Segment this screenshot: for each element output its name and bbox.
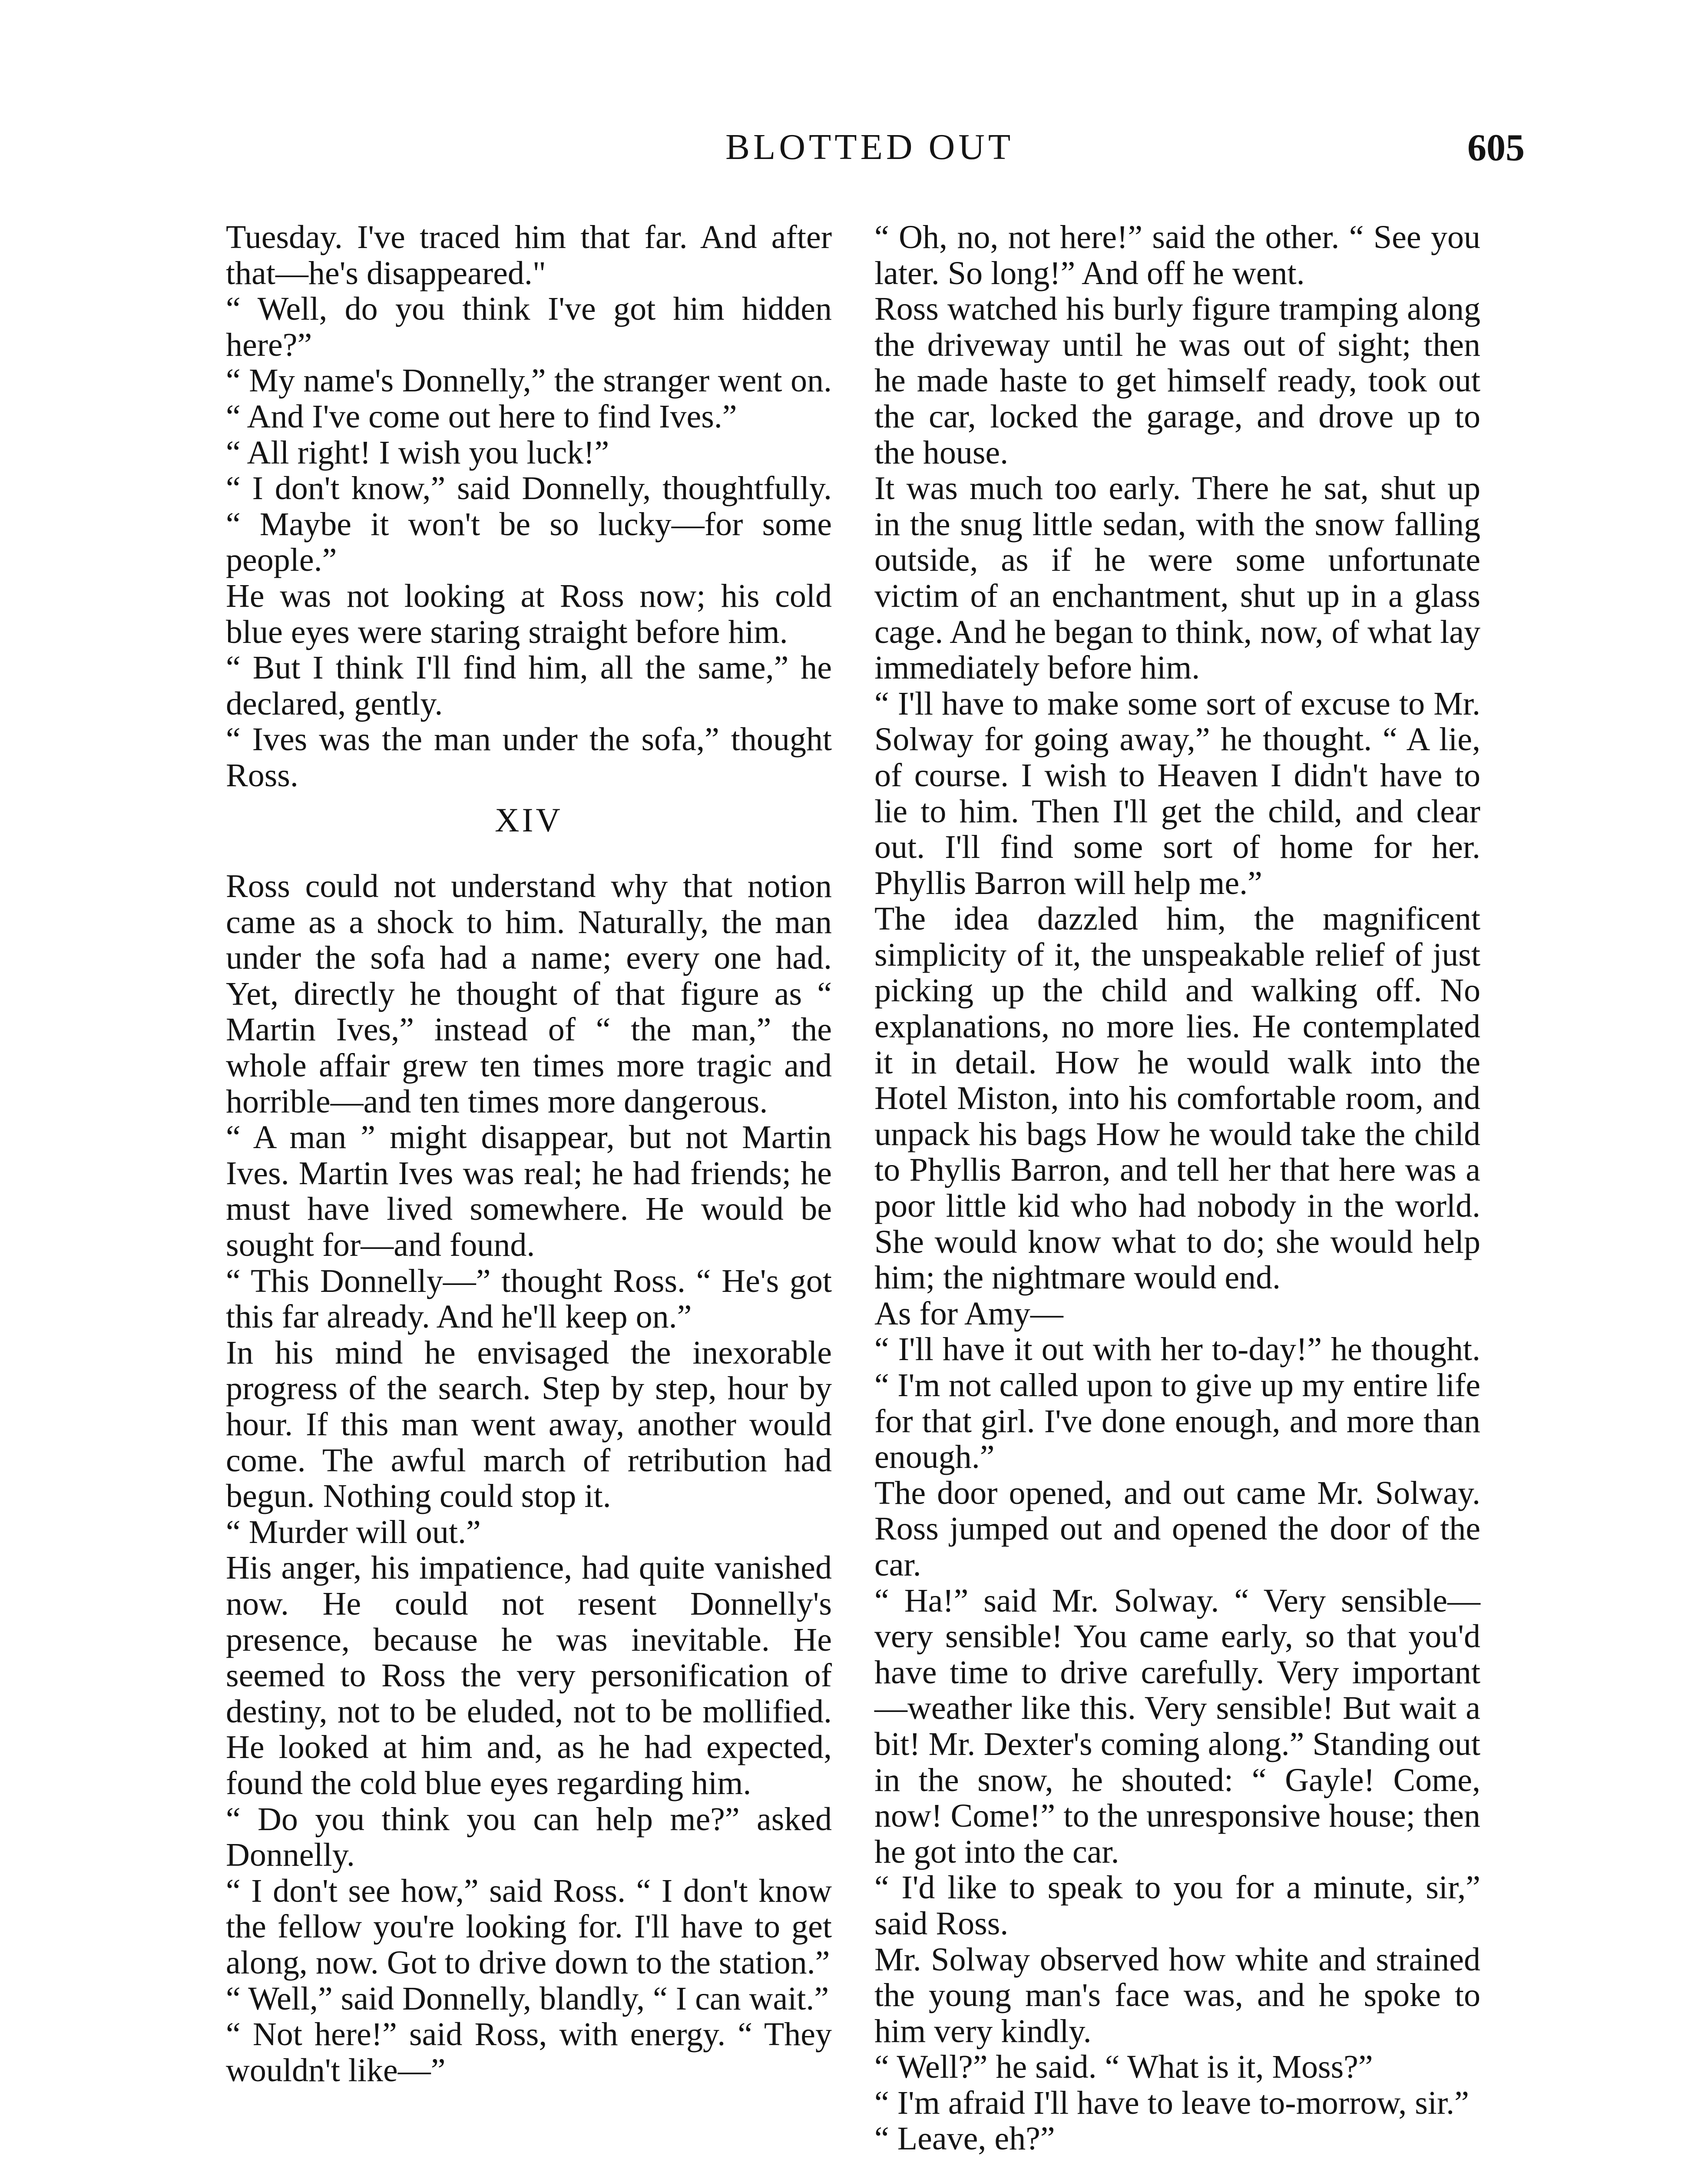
paragraph: “ I'll have to make some sort of excuse to Mr. Solway for going away,” he thought. “ A lie, of course. I wish to Heaven I didn't have to lie to him. Then I'll get the child, and clear out. I'll find some sort of home for her. Phyllis Barron will help me.” (874, 685, 1480, 901)
paragraph: “ All right! I wish you luck!” (226, 434, 609, 471)
paragraph: “ Murder will out.” (226, 1513, 481, 1550)
paragraph: Ross watched his burly figure tramping along the driveway until he was out of sight; then he made haste to get himself ready, took out the car, locked the garage, and drove up to the house. (874, 291, 1480, 471)
paragraph: “ This Donnelly—” thought Ross. “ He's got this far already. And he'll keep on.” (226, 1262, 832, 1335)
paragraph: “ Well, do you think I've got him hidden here?” (226, 291, 832, 363)
paragraph: “ Well,” said Donnelly, blandly, “ I can wait.” (226, 1980, 829, 2017)
paragraph: As for Amy— (874, 1295, 1063, 1332)
page-header (226, 126, 1525, 191)
paragraph: “ But I think I'll find him, all the same,” he declared, gently. (226, 649, 832, 722)
chapter-heading: XIV (495, 801, 563, 839)
paragraph: His anger, his impatience, had quite vanished now. He could not resent Donnelly's presence, because he was inevitable. He seemed to Ross the very personification of destiny, not to be eluded, not to be mollified. He looked at him and, as he had expected, found the cold blue eyes regarding him. (226, 1550, 832, 1801)
paragraph: “ Leave, eh?” (874, 2120, 1055, 2157)
paragraph: The door opened, and out came Mr. Solway. Ross jumped out and opened the door of the car. (874, 1474, 1480, 1583)
paragraph: “ A man ” might disappear, but not Martin Ives. Martin Ives was real; he had friends; he must have lived somewhere. He would be sought for—and found. (226, 1119, 832, 1264)
paragraph: “ I don't see how,” said Ross. “ I don't know the fellow you're looking for. I'll have to get along, now. Got to drive down to the station.” (226, 1872, 832, 1981)
paragraph: Mr. Solway observed how white and strained the young man's face was, and he spoke to him very kindly. (874, 1941, 1480, 2049)
paragraph: “ I'll have it out with her to-day!” he thought. “ I'm not called upon to give up my entire life for that girl. I've done enough, and more than enough.” (874, 1331, 1480, 1476)
paragraph: “ Do you think you can help me?” asked Donnelly. (226, 1801, 832, 1874)
paragraph: Ross could not understand why that notion came as a shock to him. Naturally, the man under the sofa had a name; every one had. Yet, directly he thought of that figure as “ Martin Ives,” instead of “ the man,” the whole affair grew ten times more tragic and horrible—and ten times more dangerous. (226, 868, 832, 1120)
paragraph: “ I don't know,” said Donnelly, thoughtfully. “ Maybe it won't be so lucky—for some people.” (226, 470, 832, 579)
paragraph: He was not looking at Ross now; his cold blue eyes were staring straight before him. (226, 577, 832, 650)
paragraph: “ Well?” he said. “ What is it, Moss?” (874, 2049, 1373, 2086)
paragraph: “ Oh, no, not here!” said the other. “ See you later. So long!” And off he went. (874, 219, 1480, 291)
paragraph: It was much too early. There he sat, shut up in the snug little sedan, with the snow falling outside, as if he were some unfortunate victim of an enchantment, shut up in a glass cage. And he began to think, now, of what lay immediately before him. (874, 470, 1480, 686)
running-title: BLOTTED OUT (725, 127, 1014, 167)
paragraph: “ Not here!” said Ross, with energy. “ They wouldn't like—” (226, 2016, 832, 2089)
paragraph: “ I'd like to speak to you for a minute, sir,” said Ross. (874, 1869, 1480, 1942)
page-number: 605 (1467, 127, 1525, 169)
paragraph: “ My name's Donnelly,” the stranger went on. “ And I've come out here to find Ives.” (226, 362, 832, 435)
right-column (874, 219, 1480, 2157)
paragraph: The idea dazzled him, the magnificent simplicity of it, the unspeakable relief of just picking up the child and walking off. No explanations, no more lies. He contemplated it in detail. How he would walk into the Hotel Miston, into his comfortable room, and unpack his bags How he would take the child to Phyllis Barron, and tell her that here was a poor little kid who had nobody in the world. She would know what to do; she would help him; the nightmare would end. (874, 901, 1480, 1296)
paragraph: Tuesday. I've traced him that far. And after that—he's disappeared." (226, 219, 832, 291)
paragraph: “ I'm afraid I'll have to leave to-morrow, sir.” (874, 2084, 1469, 2121)
paragraph: In his mind he envisaged the inexorable progress of the search. Step by step, hour by hour. If this man went away, another would come. The awful march of retribution had begun. Nothing could stop it. (226, 1334, 832, 1515)
paragraph: “ Ha!” said Mr. Solway. “ Very sensible—very sensible! You came early, so that you'd have time to drive carefully. Very important—weather like this. Very sensible! But wait a bit! Mr. Dexter's coming along.” Standing out in the snow, he shouted: “ Gayle! Come, now! Come!” to the unresponsive house; then he got into the car. (874, 1582, 1480, 1870)
left-column (226, 219, 832, 2088)
paragraph: “ Ives was the man under the sofa,” thought Ross. (226, 721, 832, 794)
